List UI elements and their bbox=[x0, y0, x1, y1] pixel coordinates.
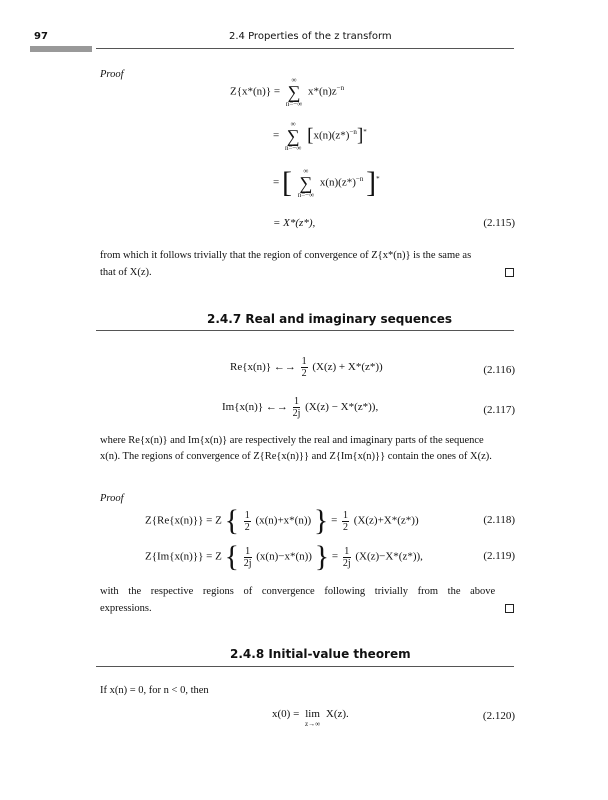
equation-lhs: Im{x(n)} ←→ bbox=[222, 401, 288, 414]
end-of-proof-icon bbox=[505, 604, 514, 613]
equation-2-116 bbox=[230, 356, 383, 379]
section-rule bbox=[96, 330, 514, 331]
header-rule bbox=[96, 48, 514, 49]
equation-number: (2.116) bbox=[483, 364, 515, 376]
fraction: $\frac{1}{2}$ bbox=[301, 356, 307, 379]
header-gray-bar bbox=[30, 46, 92, 52]
paragraph-line: that of X(z). bbox=[100, 267, 152, 278]
conjugate-star: * bbox=[376, 174, 380, 183]
equals-sign: = bbox=[331, 514, 338, 527]
equation-2-115-line-1 bbox=[230, 76, 344, 108]
equation-lhs: Z{x*(n)} = bbox=[230, 85, 281, 98]
running-title: 2.4 Properties of the z transform bbox=[229, 31, 392, 42]
equation-rhs: (X(z)+X*(z*)) bbox=[353, 514, 419, 527]
equation-term: x*(n)z bbox=[307, 85, 337, 98]
fraction: $\frac{1}{2}$ bbox=[343, 509, 349, 533]
summation-symbol: ∞ ∑ n=−∞ bbox=[285, 76, 303, 108]
section-title: 2.4.8 Initial-value theorem bbox=[230, 647, 411, 661]
equation-lhs: Z{Re{x(n)}} = Z bbox=[145, 514, 222, 527]
equation-rhs: X(z). bbox=[325, 708, 349, 720]
equation-2-115-line-2: = ∞ ∑ n=−∞ $[x(n)(z*)^{-n}]^*$ bbox=[273, 120, 367, 152]
equation-term: x(n)(z*) bbox=[313, 129, 350, 142]
sum-upper-limit: ∞ bbox=[291, 76, 297, 84]
fraction: $\frac{1}{2j}$ bbox=[292, 396, 301, 419]
equation-lhs: x(0) = bbox=[272, 708, 300, 720]
limit-operator: lim z→∞ bbox=[305, 708, 321, 728]
equation-term: x(n)(z*) bbox=[319, 176, 356, 189]
equation-2-115-line-4: = X*(z*), bbox=[273, 217, 316, 229]
fraction: $\frac{1}{2}$ bbox=[244, 509, 250, 533]
paragraph-line: with the respective regions of convergence following trivially from the above bbox=[100, 586, 496, 597]
summation-symbol: ∞ ∑ n=−∞ bbox=[284, 120, 302, 152]
equation-2-117 bbox=[222, 396, 378, 419]
exponent: −n bbox=[355, 174, 364, 183]
equals-sign: = bbox=[331, 550, 339, 563]
equation-number: (2.119) bbox=[483, 550, 515, 562]
equation-rhs: (X(z) + X*(z*)) bbox=[312, 361, 383, 374]
conjugate-star: * bbox=[363, 127, 367, 136]
equation-number: (2.120) bbox=[482, 710, 515, 722]
exponent: −n bbox=[336, 83, 345, 92]
summation-symbol: ∞ ∑ n=−∞ bbox=[297, 167, 315, 199]
sum-lower-limit: n=−∞ bbox=[285, 100, 303, 108]
equation-lhs: Z{Im{x(n)}} = Z bbox=[145, 550, 222, 563]
proof-label: Proof bbox=[100, 493, 124, 504]
paragraph-line: from which it follows trivially that the region of convergence of Z{x*(n)} is the same as bbox=[100, 250, 472, 261]
equation-2-115-line-3: = [ ∞ ∑ n=−∞ $x(n)(z*)^{-n}$ ]* bbox=[273, 166, 380, 199]
page-number: 97 bbox=[34, 31, 48, 42]
end-of-proof-icon bbox=[505, 268, 514, 277]
fraction: $\frac{1}{2j}$ bbox=[342, 545, 351, 569]
equation-term: (x(n)−x*(n)) bbox=[256, 550, 312, 563]
paragraph-line: expressions. bbox=[100, 603, 152, 614]
exponent: −n bbox=[349, 127, 357, 136]
paragraph-line: where Re{x(n)} and Im{x(n)} are respectively the real and imaginary parts of the sequence bbox=[100, 435, 484, 446]
equation-number: (2.115) bbox=[483, 217, 515, 229]
equals-sign: = bbox=[273, 176, 280, 189]
equation-term: (x(n)+x*(n)) bbox=[255, 514, 312, 527]
section-title: 2.4.7 Real and imaginary sequences bbox=[207, 312, 452, 326]
equation-rhs: (X(z) − X*(z*)), bbox=[305, 401, 379, 414]
equation-lhs: Re{x(n)} ←→ bbox=[230, 361, 296, 374]
proof-label: Proof bbox=[100, 69, 124, 80]
section-rule bbox=[96, 666, 514, 667]
equation-2-120 bbox=[272, 708, 349, 728]
equation-number: (2.117) bbox=[483, 404, 515, 416]
equation-rhs: (X(z)−X*(z*)), bbox=[355, 550, 423, 563]
paragraph-line: x(n). The regions of convergence of Z{Re{x(n)}} and Z{Im{x(n)}} contain the ones of X(z). bbox=[100, 451, 492, 462]
paragraph-line: If x(n) = 0, for n < 0, then bbox=[100, 685, 209, 696]
fraction: $\frac{1}{2j}$ bbox=[243, 545, 252, 569]
equation-2-118: Z{Re{x(n)}} = Z { $\frac{1}{2}$ (x(n)+x*(n)) } = $\frac{1}{2}$ (X(z)+X*(z*)) bbox=[145, 504, 419, 537]
equals-sign: = bbox=[273, 129, 280, 142]
equation-2-119: Z{Im{x(n)}} = Z { $\frac{1}{2j}$ (x(n)−x*(n)) } = $\frac{1}{2j}$ (X(z)−X*(z*)), bbox=[145, 540, 423, 573]
equation-number: (2.118) bbox=[483, 514, 515, 526]
